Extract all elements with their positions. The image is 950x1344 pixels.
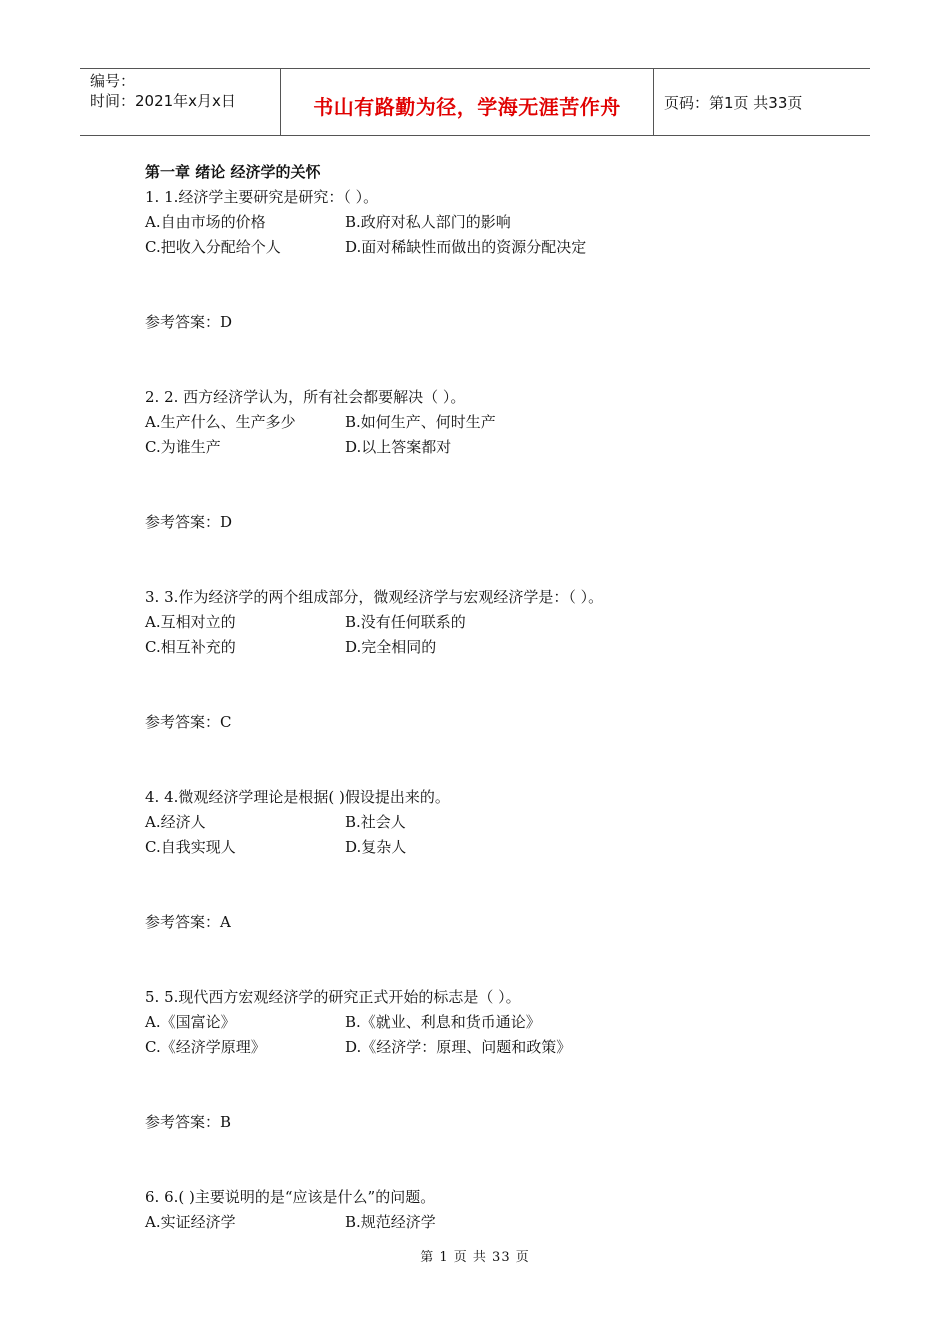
- option-c: C.自我实现人: [145, 838, 236, 856]
- options-row: [145, 435, 845, 460]
- option-c: C.相互补充的: [145, 638, 236, 656]
- question-2: [145, 385, 845, 535]
- option-b: B.政府对私人部门的影响: [345, 213, 511, 231]
- options-row: [145, 1210, 845, 1235]
- options-row: [145, 610, 845, 635]
- question-stem: 4. 4.微观经济学理论是根据( )假设提出来的。: [145, 788, 450, 806]
- question-3: [145, 585, 845, 735]
- option-b: B.《就业、利息和货币通论》: [345, 1013, 541, 1031]
- options-row: [145, 1010, 845, 1035]
- option-a: A.互相对立的: [145, 613, 236, 631]
- question-5: [145, 985, 845, 1135]
- option-b: B.如何生产、何时生产: [345, 413, 496, 431]
- reference-answer: 参考答案：B: [145, 1113, 232, 1131]
- question-stem: 1. 1.经济学主要研究是研究：（ ）。: [145, 188, 379, 206]
- options-row: [145, 835, 845, 860]
- question-stem: 3. 3.作为经济学的两个组成部分，微观经济学与宏观经济学是：（ ）。: [145, 588, 604, 606]
- option-d: D.《经济学：原理、问题和政策》: [345, 1038, 572, 1056]
- header-page-label: 页码：第1页 共33页: [664, 93, 803, 112]
- reference-answer: 参考答案：D: [145, 513, 233, 531]
- option-a: A.生产什么、生产多少: [145, 413, 296, 431]
- option-c: C.《经济学原理》: [145, 1038, 266, 1056]
- question-4: [145, 785, 845, 935]
- page-footer: 第 1 页 共 33 页: [420, 1250, 530, 1265]
- reference-answer: 参考答案：C: [145, 713, 232, 731]
- options-row: [145, 210, 845, 235]
- option-a: A.经济人: [145, 813, 206, 831]
- options-row: [145, 410, 845, 435]
- options-row: [145, 635, 845, 660]
- options-row: [145, 810, 845, 835]
- question-stem: 6. 6.( )主要说明的是“应该是什么”的问题。: [145, 1188, 436, 1206]
- page-header: [80, 68, 870, 136]
- option-b: B.规范经济学: [345, 1213, 436, 1231]
- option-d: D.面对稀缺性而做出的资源分配决定: [345, 238, 587, 256]
- option-b: B.社会人: [345, 813, 406, 831]
- header-motto: 书山有路勤为径，学海无涯苦作舟: [281, 69, 654, 135]
- option-d: D.完全相同的: [345, 638, 437, 656]
- question-stem: 2. 2. 西方经济学认为，所有社会都要解决（ ）。: [145, 388, 466, 406]
- option-d: D.复杂人: [345, 838, 407, 856]
- reference-answer: 参考答案：D: [145, 313, 233, 331]
- document-body: [145, 160, 845, 1285]
- option-a: A.《国富论》: [145, 1013, 236, 1031]
- options-row: [145, 235, 845, 260]
- option-c: C.把收入分配给个人: [145, 238, 281, 256]
- question-6: [145, 1185, 845, 1235]
- option-b: B.没有任何联系的: [345, 613, 466, 631]
- header-meta: [80, 69, 281, 135]
- chapter-title: 第一章 绪论 经济学的关怀: [145, 163, 321, 181]
- question-1: [145, 185, 845, 335]
- options-row: [145, 1035, 845, 1060]
- document-number-label: 编号：: [90, 72, 136, 90]
- option-a: A.自由市场的价格: [145, 213, 266, 231]
- option-a: A.实证经济学: [145, 1213, 236, 1231]
- reference-answer: 参考答案：A: [145, 913, 231, 931]
- document-time-label: 时间：2021年x月x日: [90, 92, 236, 110]
- option-c: C.为谁生产: [145, 438, 221, 456]
- option-d: D.以上答案都对: [345, 438, 452, 456]
- question-stem: 5. 5.现代西方宏观经济学的研究正式开始的标志是（ ）。: [145, 988, 521, 1006]
